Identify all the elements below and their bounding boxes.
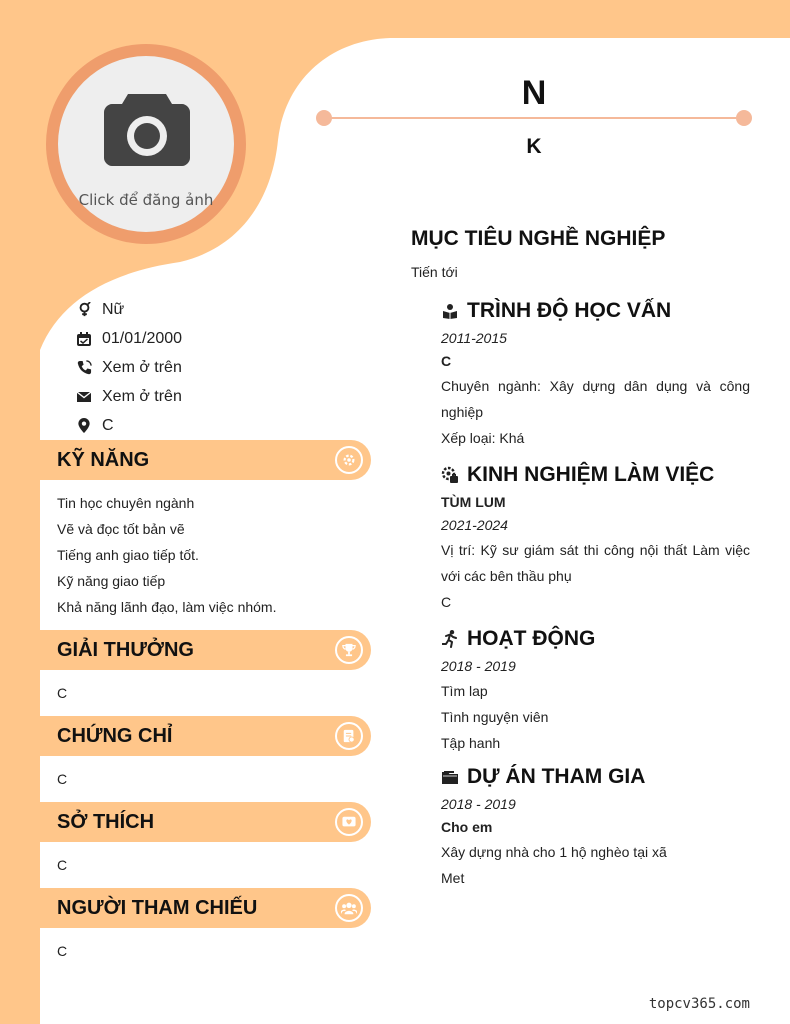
skills-header xyxy=(40,440,371,480)
work-icon xyxy=(441,466,459,484)
activities-period: 2018 - 2019 xyxy=(441,658,516,674)
projects-title: DỰ ÁN THAM GIA xyxy=(467,765,646,788)
activities-title: HOẠT ĐỘNG xyxy=(467,627,596,650)
name-divider xyxy=(316,110,756,128)
list-item: C xyxy=(57,685,68,701)
experience-section xyxy=(441,460,750,615)
list-item: Kỹ năng giao tiếp xyxy=(57,573,166,589)
objective-text: Tiến tới xyxy=(411,264,458,280)
address-value: C xyxy=(102,416,114,434)
list-item: C xyxy=(57,857,68,873)
education-title: TRÌNH ĐỘ HỌC VẤN xyxy=(467,299,672,322)
avatar[interactable] xyxy=(46,44,246,244)
phone-icon xyxy=(76,360,92,376)
experience-title: KINH NGHIỆM LÀM VIỆC xyxy=(467,463,715,486)
heart-icon xyxy=(335,808,363,836)
references-header xyxy=(40,888,371,928)
calendar-icon xyxy=(76,331,92,347)
awards-title: GIẢI THƯỞNG xyxy=(57,639,194,661)
location-icon xyxy=(76,418,92,434)
trophy-icon xyxy=(335,636,363,664)
hobbies-header xyxy=(40,802,371,842)
experience-company: TÙM LUM xyxy=(441,494,506,510)
list-item: Tình nguyện viên xyxy=(441,709,549,725)
camera-icon xyxy=(104,94,190,166)
education-header xyxy=(441,296,750,326)
projects-period: 2018 - 2019 xyxy=(441,796,516,812)
projects-header xyxy=(441,762,750,792)
awards-header xyxy=(40,630,371,670)
skills-list xyxy=(57,490,276,620)
activities-section xyxy=(441,624,750,756)
contact-phone xyxy=(76,353,182,382)
folder-icon xyxy=(441,768,459,786)
list-item: Tiếng anh giao tiếp tốt. xyxy=(57,547,199,563)
birthday-value: 01/01/2000 xyxy=(102,329,183,347)
references-list xyxy=(57,938,67,964)
education-section xyxy=(441,296,750,451)
experience-header xyxy=(441,460,750,490)
gender-icon xyxy=(76,302,92,318)
list-item: C xyxy=(57,771,68,787)
education-icon xyxy=(441,302,459,320)
certificates-header xyxy=(40,716,371,756)
education-school: C xyxy=(441,353,452,369)
phone-value: Xem ở trên xyxy=(102,358,182,376)
contact-birthday xyxy=(76,324,182,353)
projects-name: Cho em xyxy=(441,819,493,835)
references-title: NGƯỜI THAM CHIẾU xyxy=(57,897,258,919)
list-item: Khả năng lãnh đạo, làm việc nhóm. xyxy=(57,599,277,615)
awards-list xyxy=(57,680,67,706)
contact-address xyxy=(76,411,182,440)
education-grade: Xếp loại: Khá xyxy=(441,430,525,446)
hobbies-title: SỞ THÍCH xyxy=(57,811,155,833)
education-period: 2011-2015 xyxy=(441,330,507,346)
projects-description: Xây dựng nhà cho 1 hộ nghèo tại xã xyxy=(441,844,667,860)
avatar-placeholder[interactable] xyxy=(58,56,234,232)
list-item: C xyxy=(57,943,68,959)
gender-value: Nữ xyxy=(102,300,125,318)
skills-title: KỸ NĂNG xyxy=(57,449,150,471)
list-item: Tập hanh xyxy=(441,735,501,751)
avatar-upload-label[interactable]: Click để đăng ảnh xyxy=(78,191,214,209)
people-icon xyxy=(335,894,363,922)
list-item: Tìm lap xyxy=(441,683,488,699)
projects-section xyxy=(441,762,750,891)
projects-note: Met xyxy=(441,870,465,886)
certificates-title: CHỨNG CHỈ xyxy=(57,725,173,747)
full-name: N xyxy=(521,74,547,112)
contact-list xyxy=(76,295,182,440)
activities-header xyxy=(441,624,750,654)
contact-email xyxy=(76,382,182,411)
contact-gender xyxy=(76,295,182,324)
education-major: Chuyên ngành: Xây dựng dân dụng và công nghiệp xyxy=(441,378,750,420)
email-icon xyxy=(76,389,92,405)
gear-icon xyxy=(335,446,363,474)
running-icon xyxy=(441,630,459,648)
objective-title: MỤC TIÊU NGHỀ NGHIỆP xyxy=(411,227,666,250)
email-value: Xem ở trên xyxy=(102,387,182,405)
list-item: Vẽ và đọc tốt bản vẽ xyxy=(57,521,185,537)
certificates-list xyxy=(57,766,67,792)
list-item: Tin học chuyên ngành xyxy=(57,495,195,511)
certificate-icon xyxy=(335,722,363,750)
brand-watermark: topcv365.com xyxy=(648,996,750,1012)
experience-role: Vị trí: Kỹ sư giám sát thi công nội thất Làm việc với các bên thầu phụ xyxy=(441,542,750,584)
hobbies-list xyxy=(57,852,67,878)
job-position: K xyxy=(526,135,542,158)
experience-period: 2021-2024 xyxy=(441,517,508,533)
experience-note: C xyxy=(441,594,452,610)
